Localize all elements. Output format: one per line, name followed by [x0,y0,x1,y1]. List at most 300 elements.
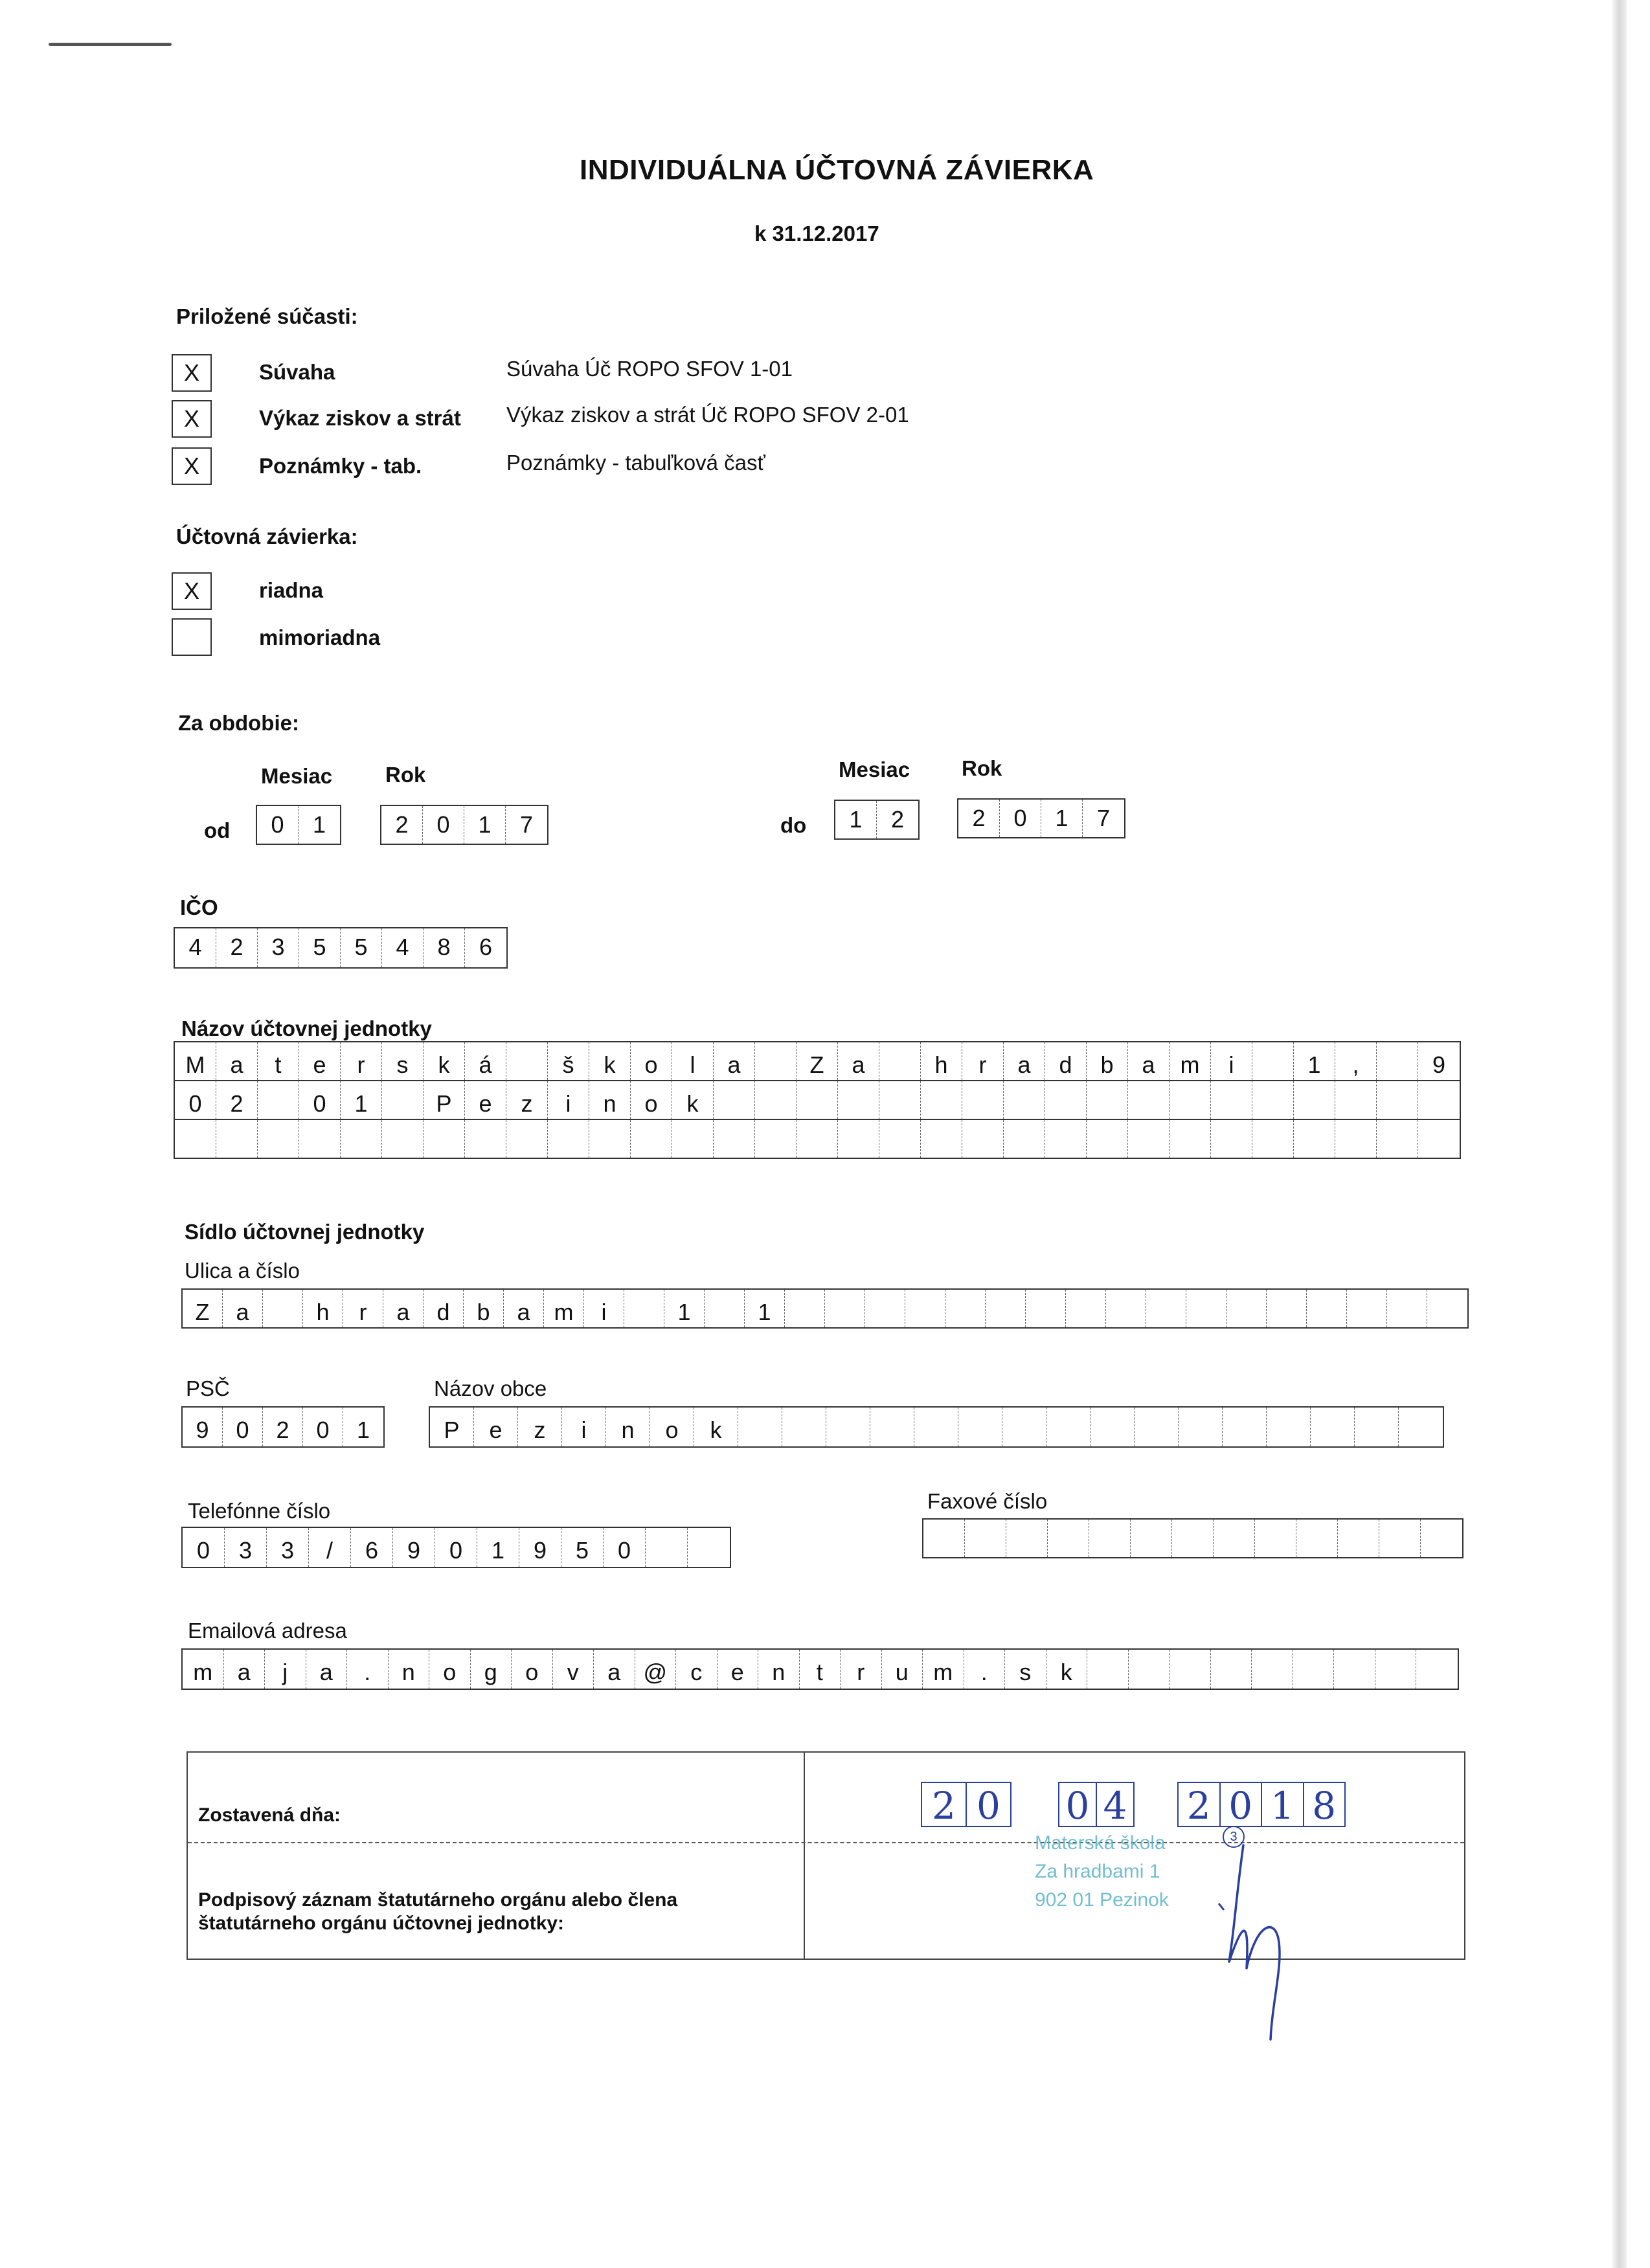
char-cell: @ [635,1650,677,1689]
char-cell [1379,1520,1421,1557]
ico-label: IČO [180,895,218,919]
zip-field[interactable] [181,1406,385,1448]
char-cell: š [548,1042,589,1080]
attachment-label-vykaz: Výkaz ziskov a strát [259,406,461,430]
checkbox-suvaha[interactable]: X [172,354,212,392]
char-cell: o [650,1408,694,1446]
char-cell: a [838,1042,879,1080]
char-cell: m [1170,1042,1211,1080]
to-month-label: Mesiac [839,758,910,781]
char-cell: 1 [356,1417,370,1443]
char-cell [1128,1120,1170,1158]
char-cell [923,1520,965,1557]
char-cell [714,1120,755,1158]
from-month-label: Mesiac [261,764,333,788]
char-cell: , [1335,1042,1377,1080]
city-label: Názov obce [434,1376,547,1400]
char-cell [1307,1290,1347,1327]
checkbox-mimoriadna[interactable] [172,618,212,656]
attachments-heading: Priložené súčasti: [176,304,358,328]
char-cell: s [1005,1650,1046,1689]
digit-cell: 1 [835,801,877,838]
school-stamp [1035,1829,1169,1914]
char-cell: 9 [1432,1051,1446,1078]
digit-cell: 6 [479,934,493,960]
char-cell [1294,1081,1335,1119]
char-cell [1128,1081,1170,1119]
char-cell [1421,1520,1462,1557]
char-cell [1311,1408,1355,1446]
char-cell: m [183,1650,224,1689]
char-cell [1335,1120,1377,1158]
char-cell [962,1120,1004,1158]
char-cell: o [512,1650,553,1689]
scan-edge-shadow [1612,0,1627,2268]
char-cell [1296,1520,1338,1557]
digit-cell: 0 [257,806,299,844]
char-cell [879,1081,921,1119]
char-cell [797,1120,838,1158]
digit-cell: 1 [312,811,326,838]
char-cell [962,1081,1004,1119]
char-cell [1267,1290,1307,1327]
char-cell [646,1528,688,1567]
char-cell: c [676,1650,718,1689]
char-cell [879,1120,921,1158]
char-cell [738,1408,782,1446]
char-cell: g [471,1650,512,1689]
entity-name-label: Názov účtovnej jednotky [181,1016,432,1040]
signature-stroke [1219,1903,1224,1910]
char-cell [1091,1408,1135,1446]
char-cell: o [429,1650,471,1689]
char-cell [782,1408,826,1446]
period-heading: Za obdobie: [178,711,299,735]
char-cell [965,1520,1006,1557]
attachment-label-suvaha: Súvaha [259,360,335,384]
char-cell [258,1120,299,1158]
char-cell [1418,1081,1460,1119]
from-label: od [204,818,231,842]
char-cell [263,1290,303,1327]
char-cell: . [347,1650,389,1689]
char-cell [1416,1650,1458,1689]
char-cell [1377,1042,1418,1080]
char-cell: k [694,1408,738,1446]
char-cell [589,1120,631,1158]
char-cell [548,1120,589,1158]
char-cell [1427,1290,1467,1327]
from-year-field[interactable] [380,805,548,845]
char-cell: 9 [183,1408,223,1446]
char-cell: 3 [225,1528,267,1567]
char-cell [1004,1120,1045,1158]
char-cell: P [430,1408,474,1446]
char-cell: a [306,1650,348,1689]
stamp-line: Za hradbami 1 [1035,1861,1160,1882]
hand-digit: 2 [1179,1783,1221,1826]
char-cell: d [424,1290,464,1327]
char-cell: i [548,1081,589,1119]
char-cell: a [714,1042,755,1080]
char-cell [1223,1408,1267,1446]
char-cell: r [962,1042,1004,1080]
entity-name-field[interactable] [174,1041,1461,1159]
digit-cell: 2 [890,806,905,833]
char-cell: 0 [303,1408,343,1446]
char-cell [838,1120,879,1158]
char-cell [755,1042,797,1080]
char-cell: l [672,1042,714,1080]
char-cell [1399,1408,1443,1446]
digit-cell: 5 [299,928,341,967]
char-cell [755,1120,797,1158]
char-cell: m [923,1650,964,1689]
char-cell [921,1081,962,1119]
char-cell [1004,1081,1045,1119]
char-cell [1170,1120,1211,1158]
hand-digit: 0 [977,1784,1000,1828]
char-cell [1252,1650,1293,1689]
to-year-label: Rok [962,756,1002,780]
char-cell: d [1045,1042,1087,1080]
digit-cell: 0 [423,806,464,844]
char-cell: a [224,1650,266,1689]
char-cell [1131,1520,1172,1557]
char-cell [826,1408,870,1446]
char-cell [1002,1408,1046,1446]
stamp-number-badge: 3 [1223,1826,1245,1848]
char-cell [914,1408,958,1446]
char-cell [921,1120,962,1158]
stamp-line: Materská škola [1035,1832,1166,1854]
char-cell: i [1211,1042,1252,1080]
char-cell: P [424,1081,465,1119]
digit-cell: 1 [464,806,506,844]
char-cell [1211,1650,1252,1689]
char-cell [382,1120,424,1158]
char-cell: 1 [341,1081,382,1119]
char-cell [1087,1120,1128,1158]
char-cell [986,1290,1026,1327]
email-field[interactable] [181,1648,1459,1690]
char-cell [1252,1042,1294,1080]
char-cell: k [424,1042,465,1080]
char-cell [945,1290,986,1327]
option-label-riadna: riadna [259,578,324,602]
entity-name-row[interactable] [174,1119,1461,1159]
char-cell: k [1046,1650,1088,1689]
char-cell [1252,1120,1294,1158]
hand-digit: 2 [922,1783,967,1826]
char-cell [1046,1408,1091,1446]
to-month-field[interactable] [834,800,920,840]
char-cell: s [382,1042,424,1080]
signature-stroke [1229,1845,1280,2039]
char-cell: h [303,1290,343,1327]
char-cell: 1 [1294,1042,1335,1080]
char-cell: a [504,1290,544,1327]
digit-cell: 8 [424,928,465,967]
entity-name-row[interactable] [174,1041,1461,1081]
char-cell: Z [183,1290,223,1327]
checkbox-riadna[interactable]: X [172,572,212,610]
char-cell [1377,1081,1418,1119]
address-heading: Sídlo účtovnej jednotky [185,1220,425,1244]
char-cell [1026,1290,1066,1327]
char-cell [1211,1120,1252,1158]
hand-digit: 1 [1262,1783,1304,1826]
entity-name-row[interactable] [174,1080,1461,1120]
compiled-year-field[interactable] [1177,1782,1346,1827]
char-cell [299,1120,341,1158]
char-cell [1006,1520,1048,1557]
char-cell [1066,1290,1106,1327]
street-label: Ulica a číslo [185,1259,300,1283]
char-cell [1377,1120,1418,1158]
char-cell: M [175,1042,216,1080]
attachment-desc-poznamky: Poznámky - tabuľková časť [506,451,765,475]
char-cell: 1 [664,1290,705,1327]
char-cell: / [309,1528,351,1567]
char-cell [755,1081,797,1119]
hand-digit: 0 [1059,1783,1097,1826]
char-cell [958,1408,1002,1446]
char-cell [1338,1520,1379,1557]
signature-label: Podpisový záznam štatutárneho orgánu alebo člena štatutárneho orgánu účtovnej jednotky: [198,1889,678,1934]
char-cell: n [389,1650,430,1689]
compiled-day-field[interactable] [921,1782,1011,1827]
char-cell: r [343,1290,383,1327]
char-cell [1375,1650,1417,1689]
char-cell [1087,1081,1128,1119]
char-cell [905,1290,945,1327]
compiled-date-label: Zostavená dňa: [198,1804,341,1826]
char-cell: u [882,1650,923,1689]
char-cell: 1 [477,1528,519,1567]
char-cell [672,1120,714,1158]
char-cell [1418,1120,1460,1158]
char-cell: 6 [351,1528,393,1567]
char-cell [506,1042,548,1080]
char-cell: 3 [267,1528,309,1567]
char-cell: 0 [435,1528,477,1567]
attachment-label-poznamky: Poznámky - tab. [259,454,422,478]
option-label-mimoriadna: mimoriadna [259,625,381,649]
fax-field[interactable] [922,1518,1464,1558]
stamp-line: 902 01 Pezinok [1035,1889,1169,1911]
char-cell: k [672,1081,714,1119]
char-cell [216,1120,258,1158]
char-cell: v [553,1650,594,1689]
digit-cell: 7 [519,811,534,838]
char-cell [1179,1408,1223,1446]
char-cell [865,1290,905,1327]
zip-label: PSČ [186,1376,230,1400]
char-cell [1267,1408,1311,1446]
char-cell: a [223,1290,263,1327]
char-cell [1335,1081,1377,1119]
handwritten-signature [1217,1832,1308,2046]
char-cell: á [465,1042,506,1080]
char-cell: a [383,1290,424,1327]
char-cell: a [216,1042,258,1080]
char-cell [624,1290,664,1327]
attachment-desc-vykaz: Výkaz ziskov a strát Úč ROPO SFOV 2-01 [506,403,909,427]
char-cell [1135,1408,1179,1446]
char-cell: n [606,1408,650,1446]
char-cell: 0 [183,1528,225,1567]
char-cell: 9 [519,1528,561,1567]
char-cell [1170,1081,1211,1119]
digit-cell: 2 [216,928,258,967]
digit-cell: 4 [175,928,216,967]
char-cell [714,1081,755,1119]
email-label: Emailová adresa [188,1619,347,1643]
char-cell [1045,1081,1087,1119]
char-cell [1293,1650,1335,1689]
char-cell: e [718,1650,759,1689]
char-cell: a [1004,1042,1045,1080]
char-cell: e [474,1408,518,1446]
char-cell: 0 [175,1081,216,1119]
char-cell [1170,1650,1211,1689]
char-cell: n [589,1081,631,1119]
char-cell [1226,1290,1267,1327]
char-cell [1186,1290,1226,1327]
char-cell: 9 [393,1528,435,1567]
digit-cell: 2 [381,806,423,844]
char-cell [631,1120,672,1158]
char-cell: b [1087,1042,1128,1080]
char-cell [1255,1520,1296,1557]
char-cell [688,1528,730,1567]
char-cell [382,1081,424,1119]
phone-label: Telefónne číslo [188,1499,331,1523]
char-cell [1045,1120,1087,1158]
char-cell: 0 [223,1408,263,1446]
char-cell [1214,1520,1255,1557]
checkbox-vykaz[interactable]: X [172,400,212,438]
digit-cell: 2 [958,800,1000,837]
char-cell [175,1120,216,1158]
char-cell: 1 [745,1290,785,1327]
scan-mark [49,43,172,46]
closing-type-heading: Účtovná závierka: [176,524,358,548]
char-cell [1087,1650,1129,1689]
char-cell [825,1290,865,1327]
char-cell: a [594,1650,635,1689]
table-divider [804,1753,805,1959]
hand-digit: 0 [1221,1783,1263,1826]
city-field[interactable] [429,1406,1444,1448]
char-cell: o [631,1081,672,1119]
document-title: INDIVIDUÁLNA ÚČTOVNÁ ZÁVIERKA [580,154,1094,186]
to-label: do [780,813,807,837]
char-cell [879,1042,921,1080]
char-cell [258,1081,299,1119]
char-cell: t [258,1042,299,1080]
char-cell: 0 [299,1081,341,1119]
char-cell [1089,1520,1131,1557]
char-cell [1334,1650,1375,1689]
char-cell: t [800,1650,841,1689]
char-cell: e [299,1042,341,1080]
char-cell [465,1120,506,1158]
char-cell: j [265,1650,306,1689]
hand-digit: 8 [1312,1784,1337,1828]
char-cell [838,1081,879,1119]
char-cell: n [758,1650,800,1689]
street-field[interactable] [181,1288,1469,1329]
char-cell [1048,1520,1089,1557]
char-cell [341,1120,382,1158]
char-cell: 2 [216,1081,258,1119]
char-cell: a [1128,1042,1170,1080]
ico-field[interactable] [174,927,508,969]
char-cell: m [544,1290,584,1327]
char-cell [797,1081,838,1119]
checkbox-poznamky[interactable]: X [172,447,212,485]
char-cell [870,1408,914,1446]
char-cell: z [518,1408,562,1446]
char-cell: . [964,1650,1006,1689]
char-cell [1387,1290,1427,1327]
char-cell: h [921,1042,962,1080]
char-cell: e [465,1081,506,1119]
char-cell [1106,1290,1146,1327]
char-cell: i [562,1408,606,1446]
hand-digit: 4 [1103,1784,1127,1828]
document-date: k 31.12.2017 [754,221,879,245]
char-cell [785,1290,825,1327]
char-cell [1252,1081,1294,1119]
digit-cell: 3 [258,928,299,967]
char-cell: b [464,1290,504,1327]
char-cell [506,1120,548,1158]
char-cell: z [506,1081,548,1119]
char-cell: 2 [263,1408,303,1446]
char-cell [1355,1408,1399,1446]
char-cell [1129,1650,1170,1689]
from-month-field[interactable] [256,805,341,845]
digit-cell: 0 [1000,800,1041,837]
char-cell [424,1120,465,1158]
digit-cell: 1 [1041,800,1083,837]
to-year-field[interactable] [957,798,1125,838]
char-cell [1172,1520,1214,1557]
char-cell: r [341,1042,382,1080]
char-cell [1211,1081,1252,1119]
char-cell: Z [797,1042,838,1080]
attachment-desc-suvaha: Súvaha Úč ROPO SFOV 1-01 [506,357,793,381]
compiled-month-field[interactable] [1058,1782,1135,1827]
char-cell: 0 [604,1528,646,1567]
from-year-label: Rok [385,763,426,787]
char-cell: 5 [561,1528,604,1567]
char-cell: o [631,1042,672,1080]
phone-field[interactable] [181,1527,731,1568]
digit-cell: 4 [382,928,424,967]
char-cell [705,1290,745,1327]
digit-cell: 5 [341,928,382,967]
digit-cell: 7 [1096,805,1111,831]
char-cell [1146,1290,1186,1327]
char-cell: k [589,1042,631,1080]
char-cell [1294,1120,1335,1158]
char-cell: i [584,1290,624,1327]
char-cell [1347,1290,1387,1327]
